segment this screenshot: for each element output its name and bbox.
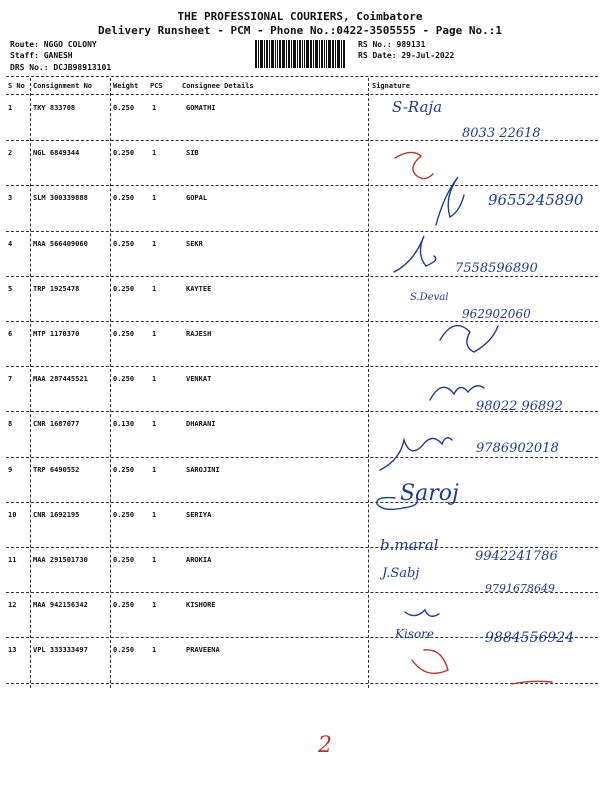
col-sno: S No bbox=[8, 82, 25, 90]
signature-stroke bbox=[380, 438, 452, 470]
row-consignment-no: CNR 1692195 bbox=[33, 510, 80, 519]
row-pcs: 1 bbox=[152, 194, 157, 203]
row-sno: 13 bbox=[8, 646, 17, 655]
row-consignee: SEKR bbox=[186, 239, 203, 248]
footer-page-mark: 2 bbox=[318, 733, 332, 758]
handwriting-text: 962902060 bbox=[462, 307, 531, 321]
row-consignment-no: MAA 291501730 bbox=[33, 556, 88, 564]
row-consignment-no: MAA 566409060 bbox=[33, 239, 88, 248]
row-consignment-no: TRP 6490552 bbox=[33, 465, 80, 474]
row-weight: 0.130 bbox=[113, 420, 135, 429]
row-pcs: 1 bbox=[152, 646, 157, 655]
runsheet-subtitle: Delivery Runsheet - PCM - Phone No.:0422-3505555 - Page No.:1 bbox=[98, 24, 502, 37]
row-consignee: SIB bbox=[186, 149, 199, 158]
col-signature: Signature bbox=[372, 82, 410, 90]
row-consignee: DHARANI bbox=[186, 420, 216, 429]
row-weight: 0.250 bbox=[113, 330, 135, 338]
rs-date: RS Date: 29-Jul-2022 bbox=[358, 51, 455, 60]
handwriting-text: 9655245890 bbox=[488, 191, 584, 209]
row-consignee: RAJESH bbox=[186, 330, 212, 338]
route-label: Route: NGGO COLONY bbox=[10, 40, 97, 49]
row-consignee: PRAVEENA bbox=[186, 646, 220, 655]
signature-stroke bbox=[394, 236, 436, 272]
row-consignee: GOMATHI bbox=[186, 104, 216, 112]
row-consignee: VENKAT bbox=[186, 375, 212, 384]
col-consignment: Consignment No bbox=[33, 82, 93, 90]
row-consignment-no: TKY 833708 bbox=[33, 104, 76, 112]
row-weight: 0.250 bbox=[113, 104, 135, 112]
col-pcs: PCS bbox=[150, 82, 163, 90]
handwriting-text: 9942241786 bbox=[475, 549, 558, 564]
row-weight: 0.250 bbox=[113, 510, 135, 519]
handwriting-text: 9791678649 bbox=[485, 582, 555, 595]
row-pcs: 1 bbox=[152, 284, 157, 293]
row-weight: 0.250 bbox=[113, 375, 135, 384]
row-sno: 10 bbox=[8, 510, 17, 519]
row-weight: 0.250 bbox=[113, 194, 135, 203]
row-pcs: 1 bbox=[152, 601, 157, 610]
handwriting-text: 9884556924 bbox=[485, 630, 575, 646]
row-weight: 0.250 bbox=[113, 646, 135, 655]
row-consignment-no: MAA 942156342 bbox=[33, 601, 88, 610]
row-sno: 7 bbox=[8, 375, 13, 384]
row-sno: 11 bbox=[8, 556, 17, 564]
handwriting-text: b.maral bbox=[380, 536, 439, 554]
handwriting-text: Kisore bbox=[395, 627, 435, 641]
row-pcs: 1 bbox=[152, 556, 157, 564]
row-pcs: 1 bbox=[152, 104, 157, 112]
row-consignee: SAROJINI bbox=[186, 465, 220, 474]
handwriting-text: 8033 22618 bbox=[462, 126, 541, 141]
row-pcs: 1 bbox=[152, 420, 157, 429]
row-pcs: 1 bbox=[152, 330, 157, 338]
row-pcs: 1 bbox=[152, 149, 157, 158]
row-consignment-no: CNR 1687077 bbox=[33, 420, 80, 429]
row-consignee: SERIYA bbox=[186, 510, 212, 519]
rs-number: RS No.: 989131 bbox=[358, 40, 426, 49]
row-sno: 5 bbox=[8, 284, 13, 293]
handwriting-text: 98022 96892 bbox=[476, 399, 563, 414]
row-pcs: 1 bbox=[152, 465, 157, 474]
row-sno: 1 bbox=[8, 104, 13, 112]
row-consignment-no: VPL 333333497 bbox=[33, 646, 88, 655]
red-tick-mark bbox=[395, 152, 433, 178]
handwriting-text: 9786902018 bbox=[476, 441, 559, 456]
row-weight: 0.250 bbox=[113, 601, 135, 610]
row-consignee: KAYTEE bbox=[186, 284, 212, 293]
row-consignee: GOPAL bbox=[186, 194, 208, 203]
row-weight: 0.250 bbox=[113, 149, 135, 158]
document-title: THE PROFESSIONAL COURIERS, Coimbatore bbox=[177, 10, 423, 23]
row-weight: 0.250 bbox=[113, 239, 135, 248]
row-sno: 2 bbox=[8, 149, 13, 158]
col-consignee: Consignee Details bbox=[182, 82, 254, 90]
col-weight: Weight bbox=[113, 82, 139, 90]
signature-stroke bbox=[436, 177, 464, 225]
red-tick-mark bbox=[512, 681, 552, 684]
row-weight: 0.250 bbox=[113, 465, 135, 474]
signature-stroke bbox=[405, 610, 439, 616]
row-sno: 4 bbox=[8, 239, 13, 248]
row-sno: 8 bbox=[8, 420, 13, 429]
row-pcs: 1 bbox=[152, 239, 157, 248]
signature-stroke bbox=[440, 326, 498, 352]
row-pcs: 1 bbox=[152, 510, 157, 519]
row-consignment-no: TRP 1925478 bbox=[33, 284, 80, 293]
row-sno: 9 bbox=[8, 465, 13, 474]
signature-stroke bbox=[430, 386, 484, 400]
row-weight: 0.250 bbox=[113, 556, 135, 564]
row-pcs: 1 bbox=[152, 375, 157, 384]
row-consignee: AROKIA bbox=[186, 556, 212, 564]
row-sno: 12 bbox=[8, 601, 17, 610]
row-consignee: KISHORE bbox=[186, 601, 216, 610]
row-consignment-no: MTP 1170370 bbox=[33, 330, 80, 338]
row-sno: 6 bbox=[8, 330, 13, 338]
handwriting-text: J.Sabj bbox=[382, 566, 420, 581]
handwriting-text: S.Deval bbox=[410, 292, 449, 303]
row-consignment-no: MAA 287445521 bbox=[33, 375, 88, 384]
handwriting-text: S-Raja bbox=[392, 98, 443, 116]
staff-label: Staff: GANESH bbox=[10, 51, 73, 60]
handwriting-text: Saroj bbox=[400, 481, 459, 506]
row-consignment-no: SLM 300339888 bbox=[33, 194, 88, 203]
handwriting-text: 7558596890 bbox=[455, 261, 538, 276]
drs-number: DRS No.: DCJB98913101 bbox=[10, 63, 112, 72]
red-tick-mark bbox=[412, 650, 448, 674]
row-consignment-no: NGL 6849344 bbox=[33, 149, 80, 158]
row-sno: 3 bbox=[8, 194, 13, 203]
row-weight: 0.250 bbox=[113, 284, 135, 293]
